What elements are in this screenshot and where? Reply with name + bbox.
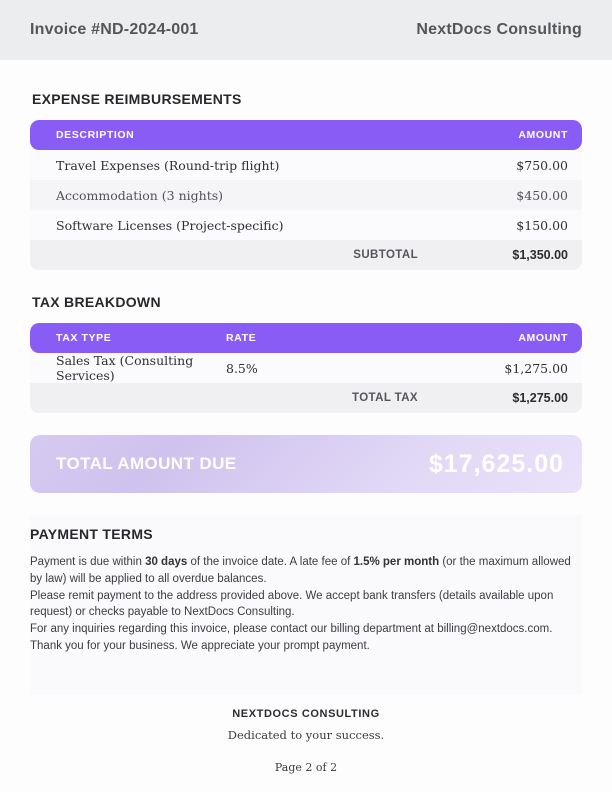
expense-reimbursements-section (30, 91, 582, 270)
total-due-label: TOTAL AMOUNT DUE (56, 454, 237, 473)
expense-description: Software Licenses (Project-specific) (56, 217, 284, 233)
tax-section-title: TAX BREAKDOWN (32, 294, 161, 310)
tax-table (30, 323, 582, 413)
subtotal-label: SUBTOTAL (353, 249, 418, 261)
invoice-number: Invoice #ND-2024-001 (30, 21, 199, 38)
total-amount-due-banner (30, 435, 582, 493)
subtotal-amount: $1,350.00 (512, 248, 568, 262)
column-header-rate: RATE (226, 332, 257, 344)
total-tax-label: TOTAL TAX (352, 392, 418, 404)
subtotal-row (30, 240, 582, 270)
page-header (0, 0, 612, 60)
total-due-amount: $17,625.00 (428, 449, 564, 478)
expense-amount: $750.00 (516, 157, 568, 173)
tax-type: Sales Tax (Consulting Services) (56, 353, 194, 383)
page-number: Page 2 of 2 (274, 761, 338, 774)
footer-company-name: NEXTDOCS CONSULTING (232, 708, 380, 720)
table-row (30, 180, 582, 210)
column-header-amount: AMOUNT (518, 129, 568, 141)
payment-terms-section (30, 515, 582, 695)
table-row (30, 150, 582, 180)
table-row (30, 210, 582, 240)
payment-terms-title: PAYMENT TERMS (30, 526, 153, 542)
payment-terms-text (30, 554, 582, 655)
tax-rate: 8.5% (226, 360, 258, 376)
payment-paragraph: Please remit payment to the address provided above. We accept bank transfers (details available upon request) or checks payable to NextDocs Consulting. (30, 589, 554, 619)
expense-amount: $450.00 (516, 187, 568, 203)
expense-amount: $150.00 (516, 217, 568, 233)
payment-paragraph: Payment is due within 30 days of the invoice date. A late fee of 1.5% per month (or the maximum allowed by law) will be applied to all overdue balances. (30, 556, 571, 585)
payment-paragraph: Thank you for your business. We appreciate your prompt payment. (30, 639, 370, 652)
tax-table-header (30, 323, 582, 353)
total-tax-amount: $1,275.00 (512, 391, 568, 405)
payment-paragraph: For any inquiries regarding this invoice, please contact our billing department at billing@nextdocs.com. (30, 623, 553, 636)
column-header-description: DESCRIPTION (56, 129, 135, 141)
company-name: NextDocs Consulting (416, 21, 582, 38)
expense-description: Accommodation (3 nights) (56, 187, 224, 203)
tax-breakdown-section (30, 294, 582, 413)
total-tax-row (30, 383, 582, 413)
column-header-amount: AMOUNT (518, 332, 568, 344)
expense-table (30, 120, 582, 270)
column-header-tax-type: TAX TYPE (56, 332, 112, 344)
page-footer (0, 708, 612, 792)
table-row (30, 353, 582, 383)
tax-amount: $1,275.00 (504, 360, 568, 376)
expense-description: Travel Expenses (Round-trip flight) (56, 157, 280, 173)
footer-tagline: Dedicated to your success. (227, 728, 385, 742)
expense-table-header (30, 120, 582, 150)
expense-section-title: EXPENSE REIMBURSEMENTS (32, 91, 242, 107)
